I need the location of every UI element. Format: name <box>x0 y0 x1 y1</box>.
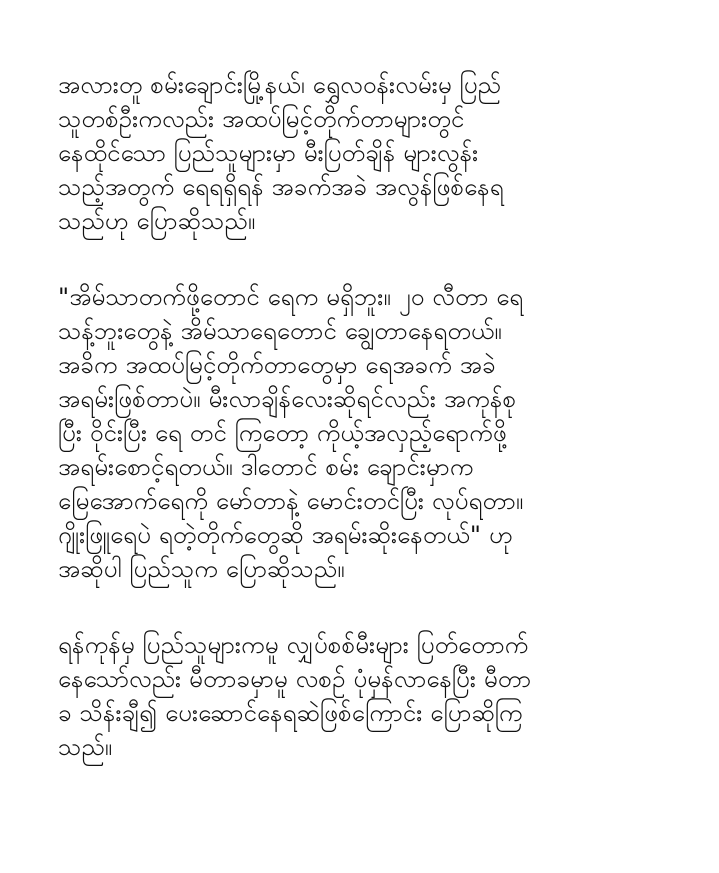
paragraph-1 <box>58 68 668 238</box>
article-body <box>58 68 668 806</box>
text-line: အခိက အထပ်မြင့်တိုက်တာတွေမှာ ရေအခက် အခဲ <box>58 351 496 379</box>
text-line: "အိမ်သာတက်ဖို့တောင် ရေက မရှိဘူး။ ၂၀ လီတာ ရေ <box>58 283 524 311</box>
text-line: သည်။ <box>58 733 113 761</box>
text-line: သည်ဟု ပြောဆိုသည်။ <box>58 207 256 235</box>
text-line: ရန်ကုန်မှ ပြည်သူများကမူ လျှပ်စစ်မီးများ ပြတ်တောက် <box>58 631 529 659</box>
text-line: နေထိုင်သော ပြည်သူများမှာ မီးပြတ်ချိန် များလွန်း <box>58 139 479 167</box>
text-line: ပြီး ဝိုင်းပြီး ရေ တင် ကြတော့ ကိုယ့်အလှည့်ရောက်ဖို့ <box>58 419 507 447</box>
text-line: ဂျိုးဖြူရေပဲ ရတဲ့တိုက်တွေဆို အရမ်းဆိုးနေတယ်" ဟု <box>58 521 513 549</box>
text-line: အဆိုပါ ပြည်သူက ပြောဆိုသည်။ <box>58 555 345 583</box>
text-line: အလားတူ စမ်းချောင်းမြို့နယ်၊ ရွှေလဝန်းလမ်းမှ ပြည် <box>58 71 501 99</box>
text-line: ခ သိန်းချီ၍ ပေးဆောင်နေရဆဲဖြစ်ကြောင်း ပြောဆိုကြ <box>58 699 523 727</box>
paragraph-2-quote <box>58 280 668 586</box>
paragraph-3 <box>58 628 668 764</box>
text-line: မြေအောက်ရေကို မော်တာနဲ့ မောင်းတင်ပြီး လုပ်ရတာ။ <box>58 487 524 515</box>
text-line: သည့်အတွက် ရေရရှိရန် အခက်အခဲ အလွန်ဖြစ်နေရ <box>58 173 504 201</box>
text-line: အရမ်းစောင့်ရတယ်။ ဒါတောင် စမ်း ချောင်းမှာက <box>58 453 474 481</box>
text-line: နေသော်လည်း မီတာခမှာမူ လစဉ် ပုံမှန်လာနေပြီး မီတာ <box>58 665 532 693</box>
text-line: အရမ်းဖြစ်တာပဲ။ မီးလာချိန်လေးဆိုရင်လည်း အကုန်စု <box>58 385 517 413</box>
text-line: သူတစ်ဦးကလည်း အထပ်မြင့်တိုက်တာများတွင် <box>58 105 465 133</box>
text-line: သန့်ဘူးတွေနဲ့ အိမ်သာရေတောင် ချွေတာနေရတယ်။ <box>58 317 502 345</box>
